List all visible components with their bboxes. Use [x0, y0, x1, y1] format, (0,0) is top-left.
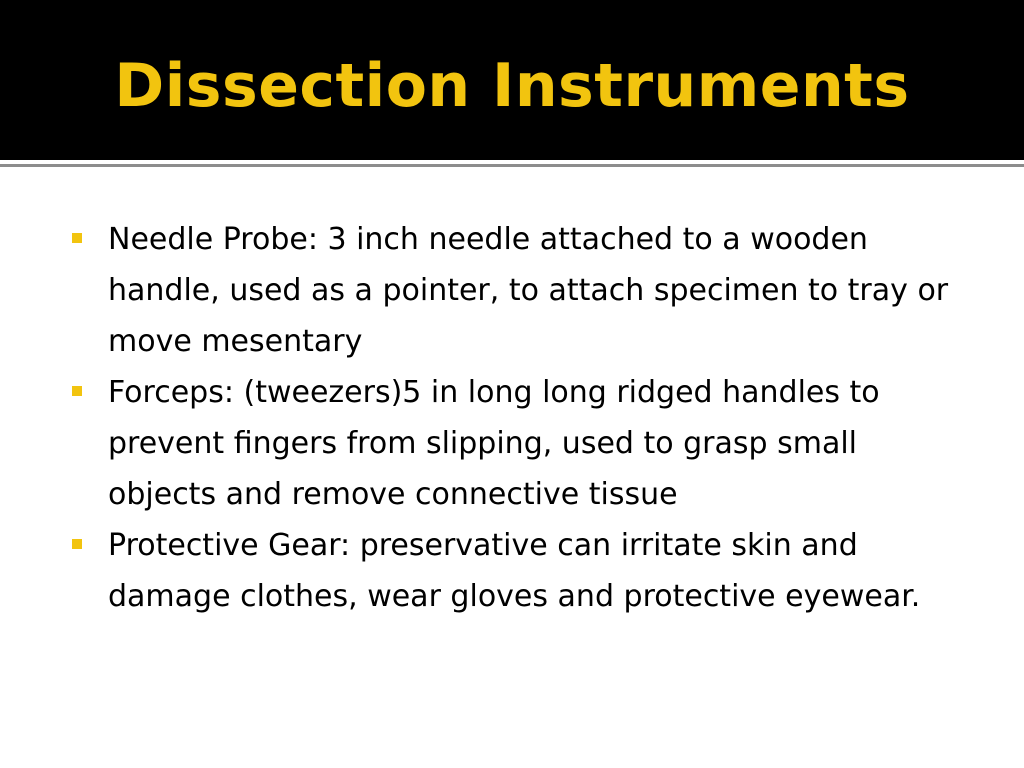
bullet-text: Protective Gear: preservative can irritate skin and damage clothes, wear gloves and protective eyewear.: [108, 528, 921, 614]
slide-content: [72, 214, 972, 622]
square-bullet-icon: [72, 233, 82, 243]
title-bar: [0, 0, 1024, 160]
title-divider: [0, 164, 1024, 167]
slide-title: Dissection Instruments: [114, 51, 910, 121]
bullet-text: Needle Probe: 3 inch needle attached to a wooden handle, used as a pointer, to attach specimen to tray or move mesentary: [108, 222, 949, 359]
bullet-list: [72, 214, 972, 622]
bullet-text: Forceps: (tweezers)5 in long long ridged handles to prevent fingers from slipping, used to grasp small objects and remove connective tissue: [108, 375, 880, 512]
square-bullet-icon: [72, 539, 82, 549]
bullet-item: [72, 214, 972, 367]
bullet-item: [72, 367, 972, 520]
square-bullet-icon: [72, 386, 82, 396]
bullet-item: [72, 520, 972, 622]
